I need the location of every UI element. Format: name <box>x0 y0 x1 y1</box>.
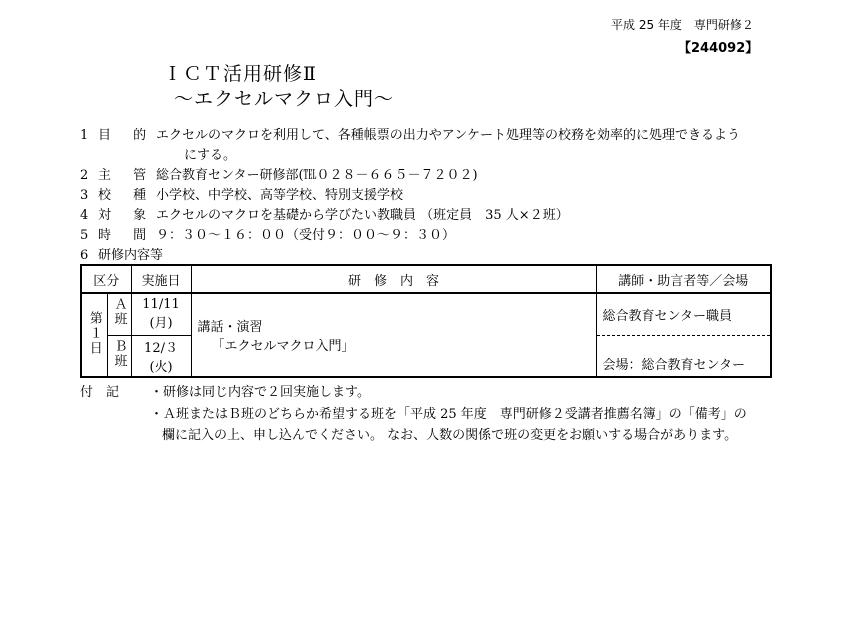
section-number: 1 <box>80 128 89 143</box>
section-text: ９：３０～１６：００（受付９：００～９：３０） <box>156 228 456 243</box>
section-text: エクセルのマクロを利用して、各種帳票の出力やアンケート処理等の校務を効率的に処理できるよう <box>156 128 740 143</box>
venue-cell: 会場：総合教育センター <box>596 335 771 377</box>
title-line1: ＩＣＴ活用研修Ⅱ <box>163 63 317 85</box>
section-purpose-cont: にする。 <box>184 148 237 163</box>
group-a-cell <box>107 293 131 335</box>
section-label: 対 象 <box>98 208 156 223</box>
section-organizer <box>80 164 478 183</box>
note-item-3: 欄に記入の上、申し込んでください。 なお、人数の関係で班の変更をお願いする場合があります。 <box>162 428 738 443</box>
title-line2: ～エクセルマクロ入門～ <box>174 88 395 110</box>
section-number: 3 <box>80 188 89 203</box>
notes-label: 付 記 <box>80 385 120 400</box>
session-cell <box>81 293 107 377</box>
section-number: 4 <box>80 208 89 223</box>
section-label: 校 種 <box>98 188 156 203</box>
section-label: 主 管 <box>98 168 156 183</box>
session-label: 第１日 <box>86 310 102 356</box>
instructor-cell: 総合教育センター職員 <box>596 293 771 335</box>
section-label: 研修内容等 <box>98 248 164 263</box>
section-time <box>80 224 455 243</box>
group-b-label: Ｂ班 <box>111 338 127 369</box>
section-number: 2 <box>80 168 89 183</box>
section-number: 5 <box>80 228 89 243</box>
header-division: 区分 <box>81 265 131 293</box>
section-contents <box>80 244 163 263</box>
section-target <box>80 204 569 223</box>
section-number: 6 <box>80 248 89 263</box>
section-purpose <box>80 124 740 143</box>
note-item-2: ・Ａ班またはＢ班のどちらか希望する班を「平成 25 年度 専門研修２受講者推薦名簿」の「備考」の <box>150 407 747 422</box>
content-type: 講話・演習 <box>197 320 263 335</box>
content-title: 「エクセルマクロ入門」 <box>211 339 355 354</box>
section-label: 時 間 <box>98 228 156 243</box>
note-item-1: ・研修は同じ内容で２回実施します。 <box>150 385 370 400</box>
section-school-type <box>80 184 403 203</box>
group-a-label: Ａ班 <box>111 297 127 328</box>
content-cell <box>191 293 596 377</box>
schedule-table <box>80 264 772 378</box>
date-value: 12/３ <box>144 340 178 356</box>
section-text: エクセルのマクロを基礎から学びたい教職員 （班定員 35 人×２班） <box>156 208 569 223</box>
header-year-course: 平成 25 年度 専門研修２ <box>611 18 754 32</box>
header-instructor: 講師・助言者等／会場 <box>596 265 771 293</box>
weekday-value: (月) <box>149 316 173 332</box>
course-code: 【244092】 <box>678 41 759 56</box>
section-text: 小学校、中学校、高等学校、特別支援学校 <box>156 188 404 203</box>
header-date: 実施日 <box>131 265 191 293</box>
header-content: 研 修 内 容 <box>191 265 596 293</box>
group-b-cell <box>107 335 131 377</box>
section-label: 目 的 <box>98 128 156 143</box>
group-a-date <box>131 293 191 335</box>
group-b-date <box>131 335 191 377</box>
date-value: 11/11 <box>142 297 180 313</box>
section-text: 総合教育センター研修部(℡０２８－６６５－７２０２) <box>156 168 478 183</box>
weekday-value: (火) <box>149 359 173 375</box>
table-header-row <box>81 265 771 293</box>
table-row <box>81 293 771 335</box>
